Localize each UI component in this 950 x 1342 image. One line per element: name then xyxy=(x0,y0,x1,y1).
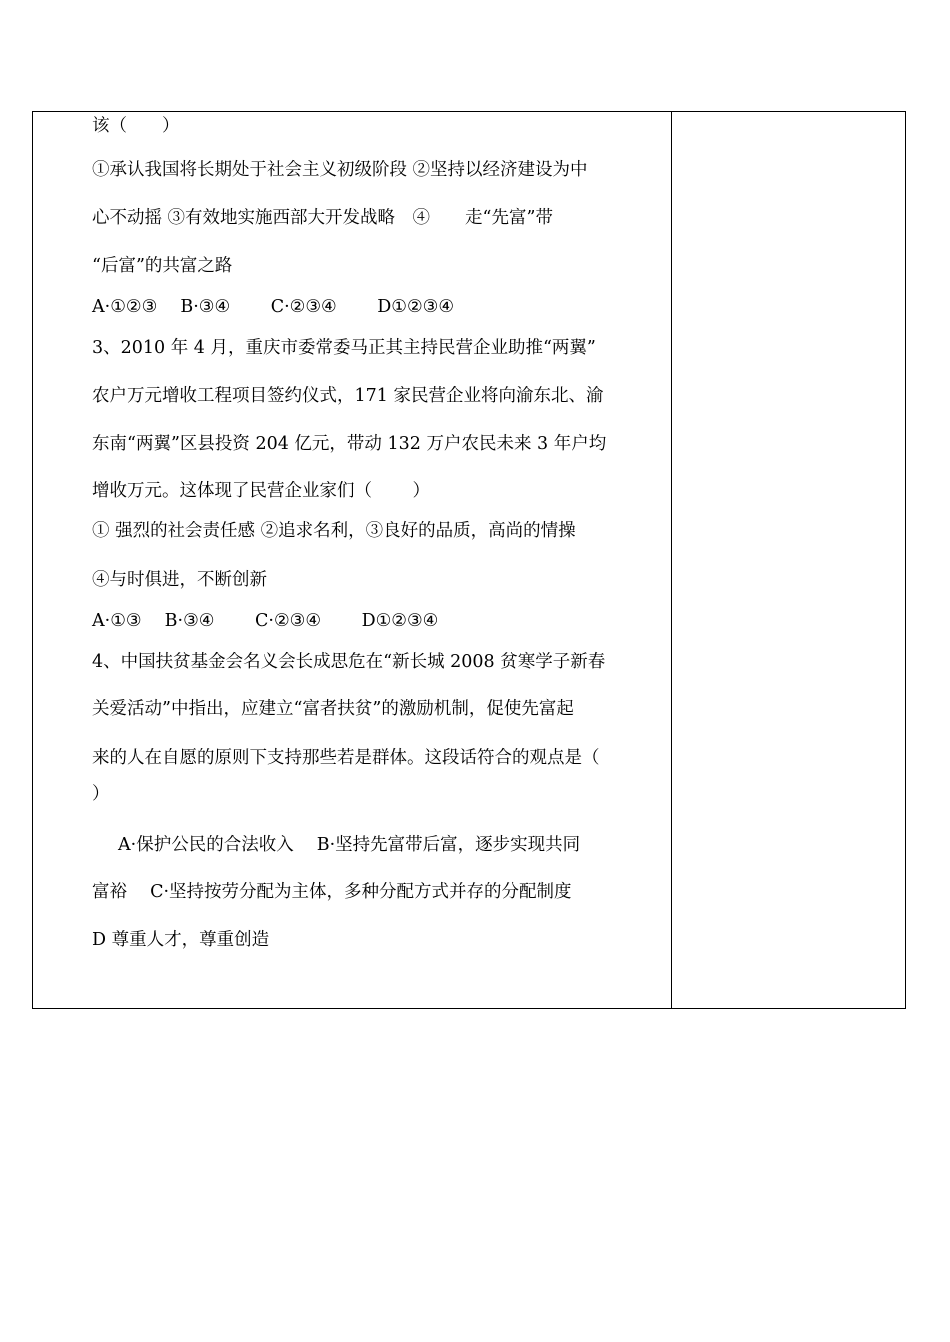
answer-options: A·①③ B·③④ C·②③④ D①②③④ xyxy=(92,611,439,631)
answer-options: A·①②③ B·③④ C·②③④ D①②③④ xyxy=(92,297,455,317)
answer-options: 富裕 C·坚持按劳分配为主体，多种分配方式并存的分配制度 xyxy=(92,882,572,902)
question-4-text: 4、中国扶贫基金会名义会长成思危在“新长城 2008 贫寒学子新春 xyxy=(92,652,606,672)
table-frame xyxy=(32,111,906,1009)
text-line: 关爱活动”中指出，应建立“富者扶贫”的激励机制，促使先富起 xyxy=(92,699,574,719)
text-line: “后富”的共富之路 xyxy=(92,256,233,276)
text-line: 增收万元。这体现了民营企业家们（ ） xyxy=(92,481,431,501)
text-line: 东南“两翼”区县投资 204 亿元，带动 132 万户农民未来 3 年户均 xyxy=(92,434,607,454)
text-line: ④与时俱进，不断创新 xyxy=(92,570,267,590)
text-line: 农户万元增收工程项目签约仪式，171 家民营企业将向渝东北、渝 xyxy=(92,386,604,406)
question-3-text: 3、2010 年 4 月，重庆市委常委马正其主持民营企业助推“两翼” xyxy=(92,338,596,358)
text-line: ①承认我国将长期处于社会主义初级阶段 ②坚持以经济建设为中 xyxy=(92,160,588,180)
text-line: ① 强烈的社会责任感 ②追求名利，③良好的品质，高尚的情操 xyxy=(92,521,576,541)
answer-options: A·保护公民的合法收入 B·坚持先富带后富，逐步实现共同 xyxy=(118,835,581,855)
text-line: 来的人在自愿的原则下支持那些若是群体。这段话符合的观点是（ xyxy=(92,748,600,768)
answer-options: D 尊重人才，尊重创造 xyxy=(92,930,270,950)
text-line: 该（ ） xyxy=(92,116,180,136)
text-line: 心不动摇 ③有效地实施西部大开发战略 ④ 走“先富”带 xyxy=(92,208,553,228)
text-line: ） xyxy=(92,784,110,804)
column-divider xyxy=(671,111,672,1009)
